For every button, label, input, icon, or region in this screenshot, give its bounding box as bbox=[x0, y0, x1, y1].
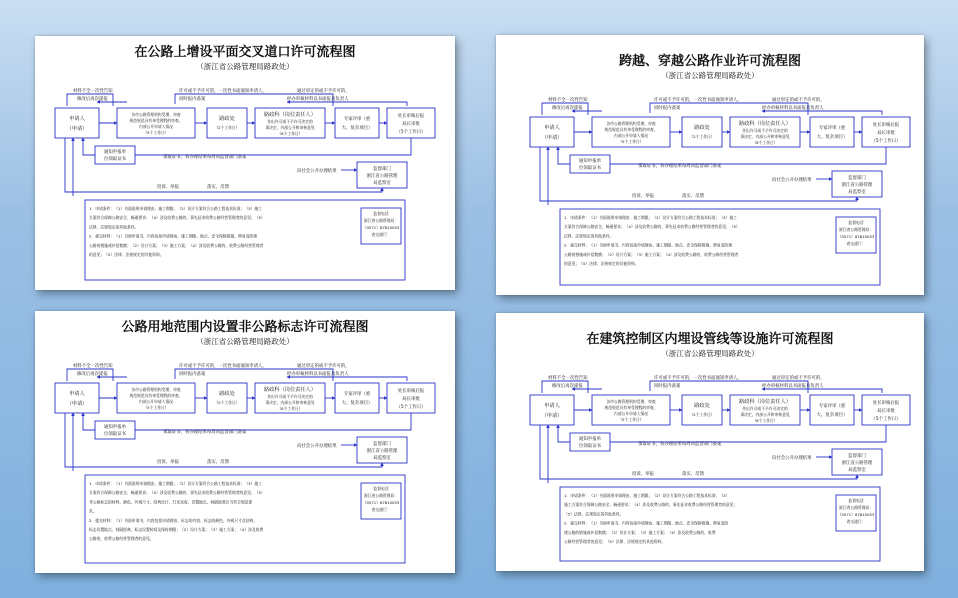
requirement-line: 公路的，收费公路经营管理者的意见。 bbox=[89, 536, 154, 542]
chief-days: （5个工作日） bbox=[396, 130, 426, 135]
public-result-label: 向社会公开办理结果 bbox=[297, 169, 337, 174]
supervision-office: 局监察室 bbox=[373, 181, 391, 186]
road-office-label: 路政处 bbox=[694, 403, 710, 409]
expert-review-box bbox=[335, 108, 379, 138]
applicant-box bbox=[530, 117, 574, 147]
applicant-box bbox=[55, 383, 99, 413]
hotline-title: 监督电话 bbox=[848, 220, 864, 225]
complaint-label: 投诉、举报 bbox=[632, 472, 654, 477]
issuing-authority: （浙江省公路管理局路政处） bbox=[196, 62, 294, 71]
section-head-body: 作出许可或不予许可决定的 bbox=[267, 394, 313, 399]
flowchart-title: 公路用地范围内设置非公路标志许可流程图 bbox=[121, 320, 369, 335]
road-office-days: （2个工作日） bbox=[214, 400, 240, 405]
applicant-sub: （申请） bbox=[66, 401, 88, 407]
flowchart-title: 在公路上增设平面交叉道口许可流程图 bbox=[134, 45, 356, 60]
chief-days: （5个工作日） bbox=[871, 417, 901, 422]
chief-label: 处长审核后报 bbox=[872, 401, 900, 406]
expert-review-label: 专家评审（重 bbox=[343, 392, 371, 397]
road-office-label: 路政处 bbox=[219, 391, 235, 397]
flowchart-title: 在建筑控制区内埋设管线等设施许可流程图 bbox=[586, 332, 834, 347]
section-head-title: 路政科（岗位责任人） bbox=[739, 121, 791, 127]
section-head-body: 作出许可或不予许可决定的 bbox=[742, 128, 788, 133]
supervision-office: 局监察室 bbox=[848, 468, 866, 473]
requirement-line: 方案符合保障公路安全、畅通要求；（4）涉及收费公路的，事先征求收费公路经营管理者的意见；（5） bbox=[564, 224, 740, 230]
expert-review-label: 专家评审（重 bbox=[818, 404, 846, 409]
hotline-org2: 省交通厅： bbox=[846, 519, 866, 524]
flow-line bbox=[610, 147, 886, 164]
section-head-title: 路政科（岗位责任人） bbox=[264, 112, 316, 118]
flowchart-svg bbox=[496, 35, 924, 295]
notify-label2: 位领取证书 bbox=[579, 444, 601, 449]
flowchart-card-3 bbox=[35, 311, 455, 573]
road-office-box bbox=[207, 383, 247, 413]
applicant-label: 申请人 bbox=[69, 391, 85, 397]
acceptance-body2: 内部公开申请人情况 bbox=[138, 124, 174, 129]
incomplete-notice: 材料不全一次性告知 bbox=[548, 376, 588, 381]
acceptance-body: 规范规范具有单受理程的审查， bbox=[129, 393, 183, 398]
requirement-line: 建公路的措施或补偿数额；（2）设计方案；（3）施工方案；（4）涉及收费公路的，收费 bbox=[564, 529, 716, 535]
certificate-note: 领取证书，将办理结果每周向监督部门备案 bbox=[638, 442, 722, 447]
flow-arrow bbox=[558, 425, 570, 442]
dept-receive-notice: 经办审核材料以书面报具负责人 bbox=[287, 372, 349, 377]
road-office-days: （2个工作日） bbox=[689, 134, 715, 139]
notify-label2: 位领取证书 bbox=[104, 157, 126, 162]
notify-label: 通知申报单 bbox=[579, 437, 601, 442]
flow-arrow bbox=[287, 377, 407, 381]
feedback-label: 落实、反馈 bbox=[207, 185, 229, 190]
acceptance-days: （5个工作日） bbox=[143, 130, 169, 135]
certificate-note: 领取证书，将办理结果每周向监督部门备案 bbox=[163, 430, 247, 435]
supervision-org: 浙江省公路管理 bbox=[366, 174, 398, 179]
supervision-org: 浙江省公路管理 bbox=[841, 183, 873, 188]
hotline-org2: 省交通厅： bbox=[846, 241, 866, 246]
requirement-line: 1．申请条件：（1）书面说明申请理由、施工期限；（2）设计方案符合公路工程技术标准；（3）施工 bbox=[89, 206, 262, 211]
requirement-line: 法律、法规规定的其他条件。 bbox=[89, 224, 139, 230]
hotline-number: （0571）87810053 bbox=[837, 512, 875, 517]
requirement-line: 法律、法规规定的其他条件。 bbox=[564, 233, 614, 239]
reviewed-notice: 通过审定的或不予许可的， bbox=[297, 89, 350, 94]
supervision-title: 监督部门 bbox=[848, 454, 866, 459]
chief-days: （5个工作日） bbox=[871, 139, 901, 144]
expert-review-label: 专家评审（重 bbox=[343, 117, 371, 122]
complaint-label: 投诉、举报 bbox=[157, 185, 179, 190]
road-office-box bbox=[682, 117, 722, 147]
requirement-line: 1．申请条件：（1）书面说明申请理由、施工期限；（2）设计方案符合公路工程技术标准；（3） bbox=[564, 493, 730, 498]
flowchart-svg bbox=[35, 36, 455, 290]
road-office-label: 路政处 bbox=[694, 125, 710, 131]
chief-days: （5个工作日） bbox=[396, 405, 426, 410]
applicant-label: 申请人 bbox=[69, 116, 85, 122]
hotline-title: 监督电话 bbox=[373, 211, 389, 216]
requirement-line: 非公路标志的材料、颜色、外观尺寸、结构设计、灯光亮度、设置地点、间隔距离应当符合规范要 bbox=[89, 499, 253, 505]
incomplete-notice: 材料不全一次性告知 bbox=[548, 98, 588, 103]
record-notice: 同时报内备案 bbox=[179, 372, 206, 377]
record-notice: 同时报内备案 bbox=[179, 97, 206, 102]
applicant-sub: （申请） bbox=[541, 135, 563, 141]
requirement-line: 方案符合保障公路安全、畅通要求；（4）涉及收费公路的，事先征求收费公路经营管理者的意见；（5） bbox=[89, 490, 265, 496]
hotline-number: （0571）87810053 bbox=[362, 225, 400, 230]
requirement-line: 1．申请条件：（1）书面说明申请理由、施工期限；（2）设计方案符合公路工程技术标准；（3）施工 bbox=[564, 215, 737, 220]
expert-review-box bbox=[810, 395, 854, 425]
flow-arrow bbox=[83, 413, 95, 430]
expert-review-box bbox=[810, 117, 854, 147]
expert-review-label2: 大、复杂项目） bbox=[341, 126, 373, 131]
hotline-org: 浙江省公路管理局： bbox=[838, 505, 874, 510]
not-accepted-notice: 许可或不予许可的，一次性书面通知申请人， bbox=[654, 376, 742, 381]
hotline-org: 浙江省公路管理局： bbox=[363, 218, 399, 223]
requirement-line: 方案符合保障公路安全、畅通要求；（4）涉及收费公路的，事先征求收费公路经营管理者的意见；（5） bbox=[89, 215, 265, 221]
acceptance-body2: 内部公开申请人情况 bbox=[613, 411, 649, 416]
record-notice: 同时报内备案 bbox=[654, 106, 681, 111]
dept-receive-notice: 经办审核材料以书面报具负责人 bbox=[762, 384, 824, 389]
acceptance-days: （5个工作日） bbox=[618, 417, 644, 422]
requirement-line: （5）法律、法规规定的其他条件。 bbox=[564, 511, 624, 517]
section-head-title: 路政科（岗位责任人） bbox=[739, 399, 791, 405]
road-office-box bbox=[682, 395, 722, 425]
notify-label2: 位领取证书 bbox=[104, 432, 126, 437]
expert-review-label2: 大、复杂项目） bbox=[341, 401, 373, 406]
complaint-label: 投诉、举报 bbox=[157, 460, 179, 465]
hotline-org2: 省交通厅： bbox=[371, 232, 391, 237]
expert-review-box bbox=[335, 383, 379, 413]
resubmit-label: 修改后再次提报 bbox=[552, 384, 583, 389]
dept-receive-notice: 经办审核材料以书面报具负责人 bbox=[287, 97, 349, 102]
hotline-org: 浙江省公路管理局： bbox=[838, 227, 874, 232]
section-head-body: 作出许可或不予许可决定的 bbox=[742, 406, 788, 411]
flow-arrow bbox=[83, 138, 95, 155]
section-head-body2: 事决定，内部公开和审核意见 bbox=[740, 134, 790, 139]
applicant-label: 申请人 bbox=[544, 125, 560, 131]
requirement-line: 施工方案符合保障公路安全、畅通要求；（4）涉及收费公路的，事先征求收费公路经营管理者的意见； bbox=[564, 502, 738, 508]
record-notice: 同时报内备案 bbox=[654, 384, 681, 389]
supervision-office: 局监察室 bbox=[373, 456, 391, 461]
requirement-line: 1．申请条件：（1）书面说明申请理由、施工期限；（2）设计方案符合公路工程技术标准；（3）施工 bbox=[89, 481, 262, 486]
public-result-label: 向社会公开办理结果 bbox=[772, 178, 812, 183]
requirement-line: 2．提交材料：（1）书面申请书，内容包括申请理由、施工期限、地点、安全保障措施、修复或改 bbox=[564, 520, 729, 526]
requirement-line: 标志设置地点、间隔距离、标志设置时间及保持期限；（2）设计方案；（3）施工方案；（4）涉及收费 bbox=[89, 527, 264, 532]
section-head-body2: 事决定，内部公开和审核意见 bbox=[265, 400, 315, 405]
notify-label2: 位领取证书 bbox=[579, 166, 601, 171]
chief-label2: 局长审批 bbox=[402, 397, 420, 402]
issuing-authority: （浙江省公路管理局路政处） bbox=[661, 349, 759, 358]
reviewed-notice: 通过审定的或不予许可的， bbox=[772, 98, 825, 103]
requirement-line: 的意见；（5）法律、法规规定的其他资料。 bbox=[564, 261, 639, 266]
acceptance-title: 各市公路管理机构受理、审查 bbox=[131, 387, 181, 392]
applicant-box bbox=[55, 108, 99, 138]
requirement-line: 公路经营管理者的意见；（5）法律、法规规定的其他资料。 bbox=[564, 539, 666, 544]
flow-arrow bbox=[558, 147, 570, 164]
certificate-note: 领取证书，将办理结果每周向监督部门备案 bbox=[163, 155, 247, 160]
expert-review-label2: 大、复杂项目） bbox=[816, 413, 848, 418]
flow-line bbox=[135, 413, 411, 430]
road-office-box bbox=[207, 108, 247, 138]
acceptance-title: 各市公路管理机构受理、审查 bbox=[131, 112, 181, 117]
supervision-org: 浙江省公路管理 bbox=[841, 461, 873, 466]
dept-receive-notice: 经办审核材料以书面报具负责人 bbox=[762, 106, 824, 111]
acceptance-body: 规范规范具有单受理程的审查， bbox=[604, 405, 658, 410]
hotline-title: 监督电话 bbox=[373, 486, 389, 491]
requirement-line: 求。 bbox=[89, 508, 97, 514]
supervision-title: 监督部门 bbox=[848, 176, 866, 181]
chief-label: 处长审核后报 bbox=[872, 123, 900, 128]
hotline-number: （0571）87810053 bbox=[837, 234, 875, 239]
feedback-label: 落实、反馈 bbox=[682, 194, 704, 199]
chief-label: 处长审核后报 bbox=[397, 114, 425, 119]
reviewed-notice: 通过审定的或不予许可的， bbox=[297, 364, 350, 369]
expert-review-label2: 大、复杂项目） bbox=[816, 135, 848, 140]
section-head-body2: 事决定，内部公开和审核意见 bbox=[265, 125, 315, 130]
applicant-sub: （申请） bbox=[541, 413, 563, 419]
chief-label2: 局长审批 bbox=[877, 409, 895, 414]
requirement-line: 公路的措施或补偿数额；（2）设计方案；（3）施工方案；（4）涉及收费公路的，收费公路经营管理者 bbox=[89, 242, 264, 248]
hotline-org2: 省交通厅： bbox=[371, 507, 391, 512]
flow-line bbox=[135, 138, 411, 155]
chief-label2: 局长审批 bbox=[402, 122, 420, 127]
feedback-label: 落实、反馈 bbox=[682, 472, 704, 477]
section-head-days: （6个工作日） bbox=[277, 406, 303, 411]
acceptance-body2: 内部公开申请人情况 bbox=[613, 133, 649, 138]
section-head-body2: 事决定，内部公开和审核意见 bbox=[740, 412, 790, 417]
hotline-title: 监督电话 bbox=[848, 498, 864, 503]
supervision-org: 浙江省公路管理 bbox=[366, 449, 398, 454]
acceptance-title: 各市公路管理机构受理、审查 bbox=[606, 399, 656, 404]
acceptance-body2: 内部公开申请人情况 bbox=[138, 399, 174, 404]
flowchart-title: 跨越、穿越公路作业许可流程图 bbox=[618, 54, 802, 69]
expert-review-label: 专家评审（重 bbox=[818, 126, 846, 131]
notify-label: 通知申报单 bbox=[104, 150, 126, 155]
issuing-authority: （浙江省公路管理局路政处） bbox=[196, 337, 294, 346]
acceptance-body: 规范规范具有单受理程的审查， bbox=[604, 127, 658, 132]
applicant-label: 申请人 bbox=[544, 403, 560, 409]
flow-arrow bbox=[762, 389, 882, 393]
chief-label2: 局长审批 bbox=[877, 131, 895, 136]
notify-label: 通知申报单 bbox=[579, 159, 601, 164]
acceptance-title: 各市公路管理机构受理、审查 bbox=[606, 121, 656, 126]
requirement-line: 公路的措施或补偿数额；（2）设计方案；（3）施工方案；（4）涉及收费公路的，收费公路经营管理者 bbox=[564, 251, 739, 257]
chief-label: 处长审核后报 bbox=[397, 389, 425, 394]
hotline-org: 浙江省公路管理局： bbox=[363, 493, 399, 498]
not-accepted-notice: 许可或不予许可的，一次性书面通知申请人， bbox=[179, 89, 267, 94]
certificate-note: 领取证书，将办理结果每周向监督部门备案 bbox=[638, 164, 722, 169]
section-head-days: （6个工作日） bbox=[752, 418, 778, 423]
acceptance-body: 规范规范具有单受理程的审查， bbox=[129, 118, 183, 123]
incomplete-notice: 材料不全一次性告知 bbox=[73, 364, 113, 369]
road-office-days: （2个工作日） bbox=[214, 125, 240, 130]
public-result-label: 向社会公开办理结果 bbox=[297, 444, 337, 449]
not-accepted-notice: 许可或不予许可的，一次性书面通知申请人， bbox=[654, 98, 742, 103]
requirements-box bbox=[85, 200, 405, 280]
resubmit-label: 修改后再次提报 bbox=[77, 97, 108, 102]
not-accepted-notice: 许可或不予许可的，一次性书面通知申请人， bbox=[179, 364, 267, 369]
road-office-label: 路政处 bbox=[219, 116, 235, 122]
flow-arrow bbox=[287, 102, 407, 106]
feedback-label: 落实、反馈 bbox=[207, 460, 229, 465]
section-head-days: （6个工作日） bbox=[277, 131, 303, 136]
requirement-line: 2．提交材料：（1）书面申请书，内容包括申请理由、施工期限、地点、安全保障措施、修复或改建 bbox=[564, 242, 733, 248]
flowchart-svg bbox=[35, 311, 455, 573]
section-head-days: （6个工作日） bbox=[752, 140, 778, 145]
issuing-authority: （浙江省公路管理局路政处） bbox=[661, 71, 759, 80]
road-office-days: （2个工作日） bbox=[689, 412, 715, 417]
acceptance-days: （5个工作日） bbox=[143, 405, 169, 410]
resubmit-label: 修改后再次提报 bbox=[77, 372, 108, 377]
notify-label: 通知申报单 bbox=[104, 425, 126, 430]
complaint-label: 投诉、举报 bbox=[632, 194, 654, 199]
acceptance-days: （5个工作日） bbox=[618, 139, 644, 144]
applicant-sub: （申请） bbox=[66, 126, 88, 132]
requirement-line: 2．提交材料：（1）书面申请书，内容包括申请理由、施工期限、地点、安全保障措施、修复或改建 bbox=[89, 233, 258, 239]
flowchart-card-1 bbox=[35, 36, 455, 290]
requirement-line: 的意见；（5）法律、法规规定的其他资料。 bbox=[89, 252, 164, 257]
flowchart-card-2 bbox=[496, 35, 924, 295]
section-head-body: 作出许可或不予许可决定的 bbox=[267, 119, 313, 124]
flow-arrow bbox=[762, 111, 882, 115]
resubmit-label: 修改后再次提报 bbox=[552, 106, 583, 111]
public-result-label: 向社会公开办理结果 bbox=[772, 456, 812, 461]
supervision-office: 局监察室 bbox=[848, 190, 866, 195]
applicant-box bbox=[530, 395, 574, 425]
flow-line bbox=[610, 425, 886, 442]
requirement-line: 2．提交材料：（1）书面申请书，内容包括申请理由、标志的内容、标志的颜色、外观尺寸及结构、 bbox=[89, 517, 258, 523]
flowchart-svg bbox=[496, 313, 924, 571]
supervision-title: 监督部门 bbox=[373, 442, 391, 447]
flowchart-card-4 bbox=[496, 313, 924, 571]
section-head-title: 路政科（岗位责任人） bbox=[264, 387, 316, 393]
supervision-title: 监督部门 bbox=[373, 167, 391, 172]
hotline-number: （0571）87810053 bbox=[362, 500, 400, 505]
incomplete-notice: 材料不全一次性告知 bbox=[73, 89, 113, 94]
reviewed-notice: 通过审定的或不予许可的， bbox=[772, 376, 825, 381]
